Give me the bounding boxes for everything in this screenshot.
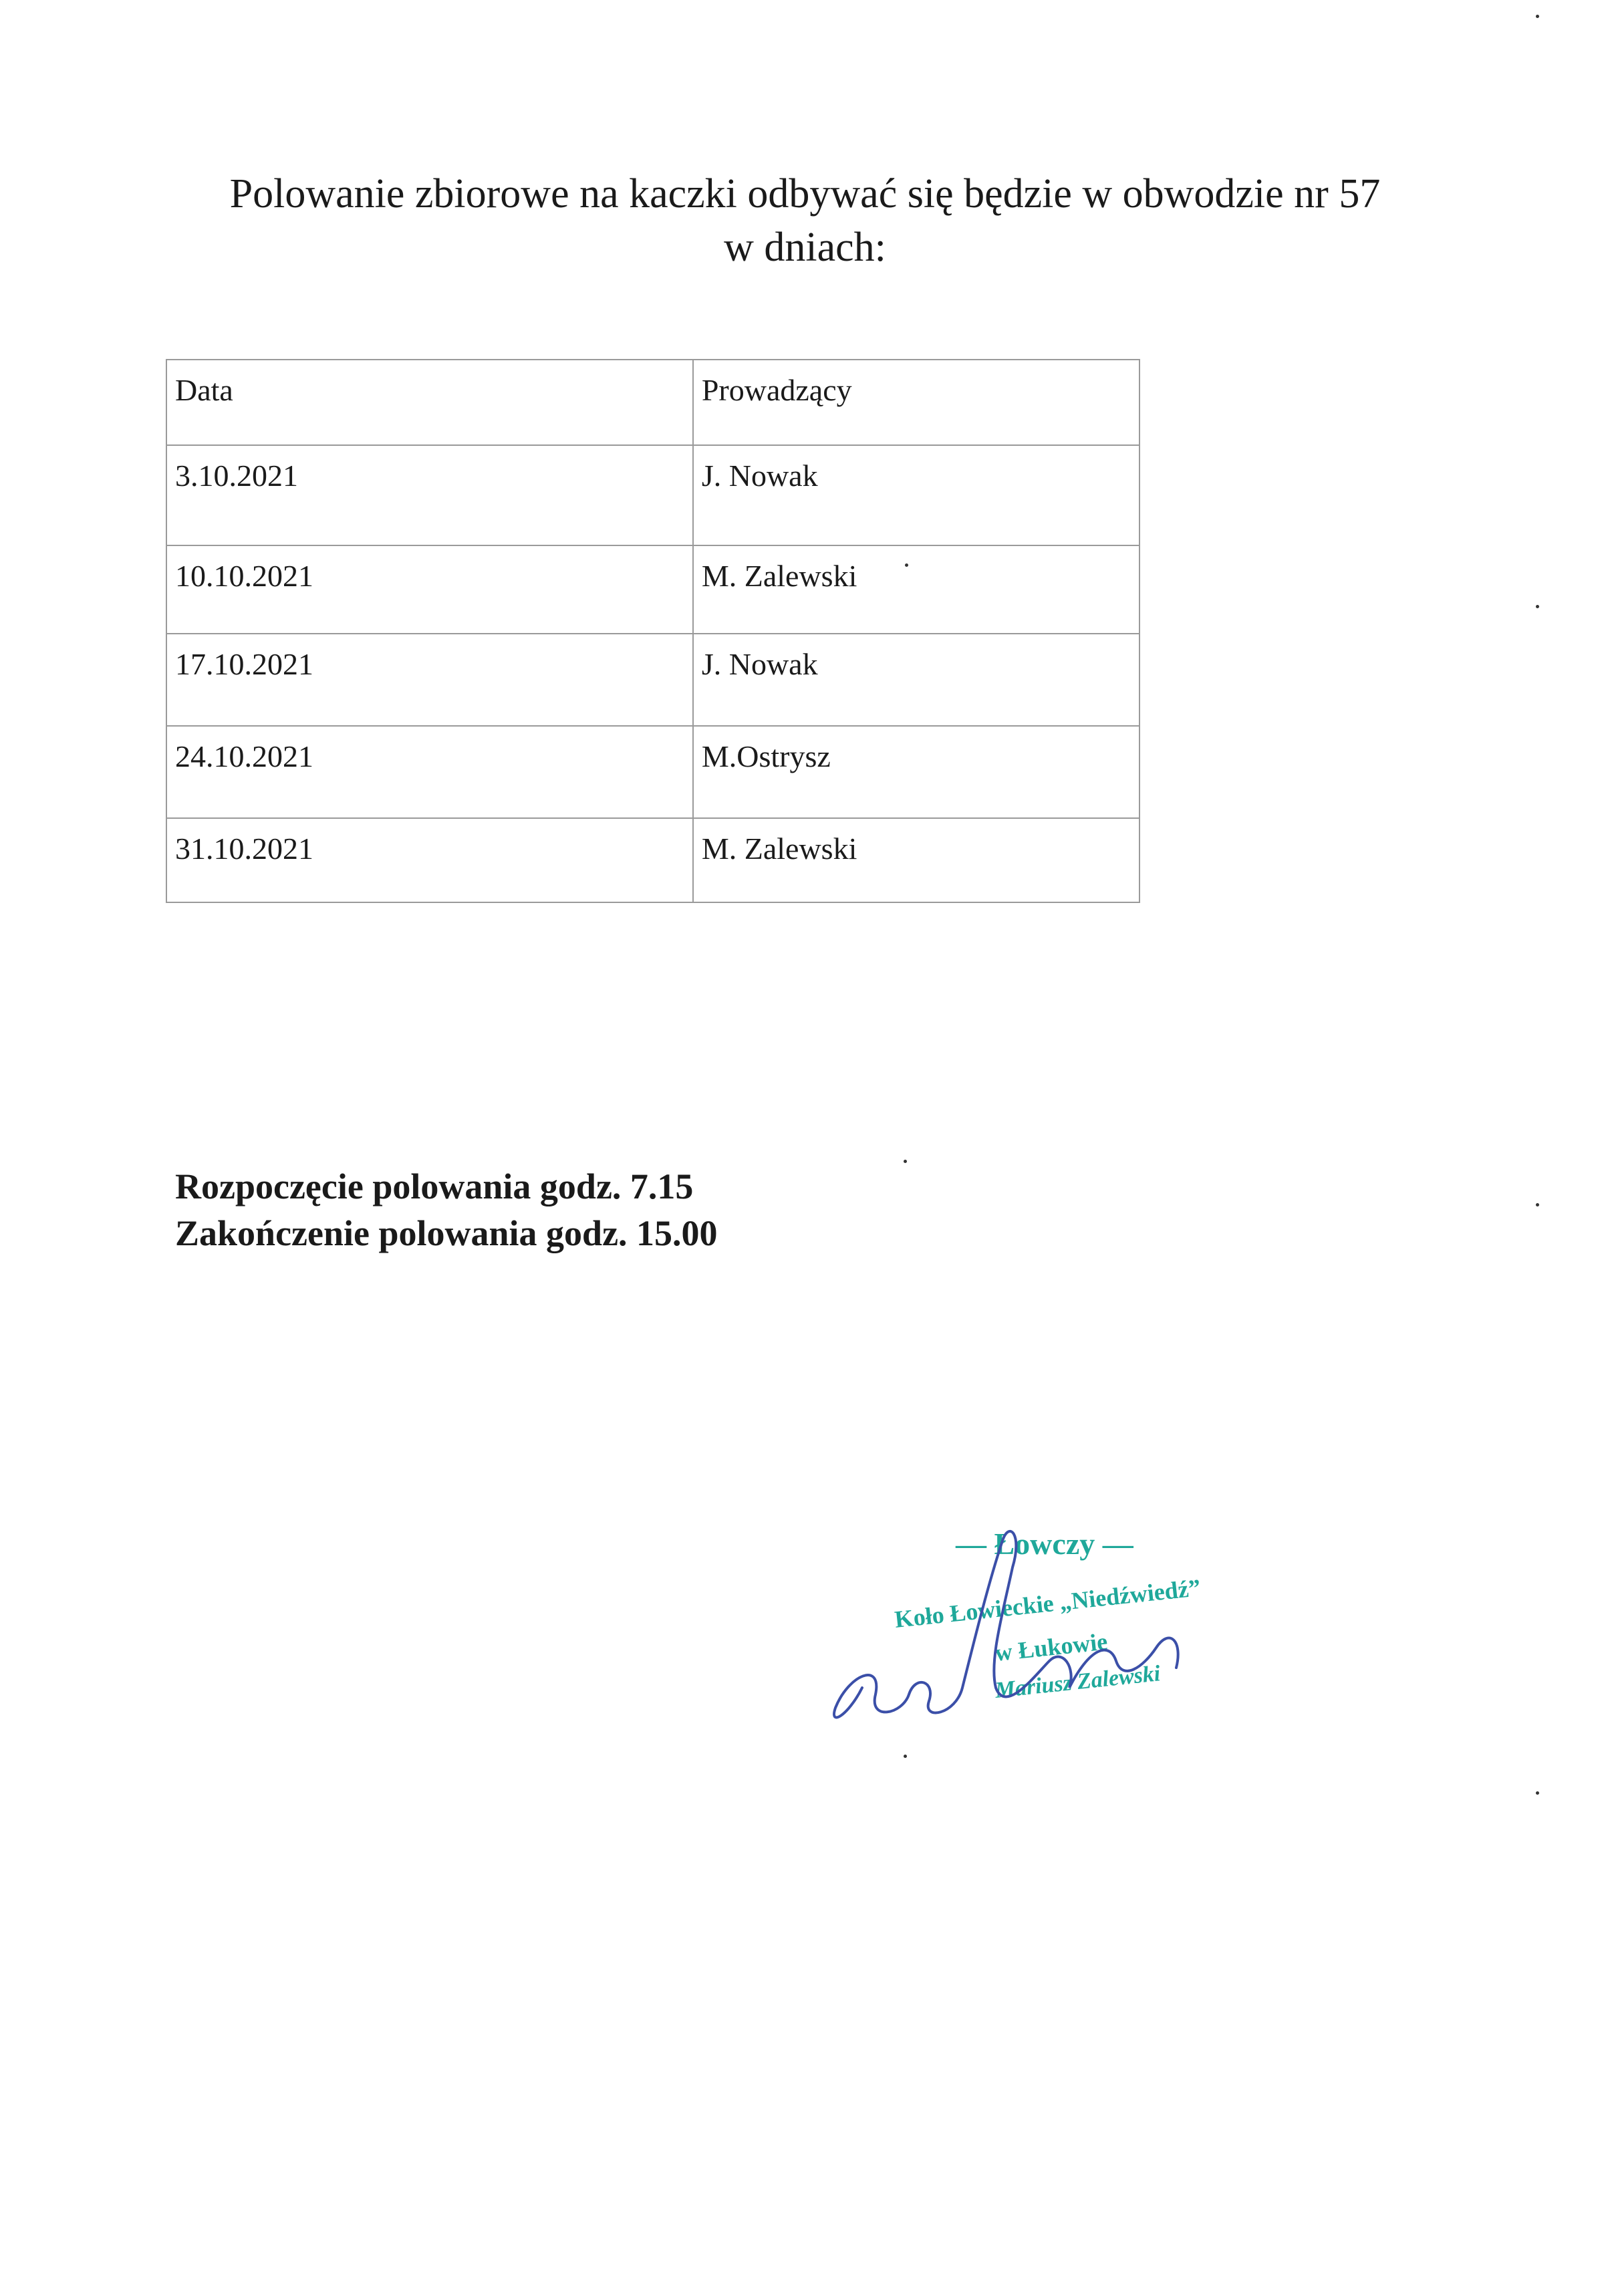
scan-speck xyxy=(1536,605,1539,608)
cell-leader: J. Nowak xyxy=(693,634,1139,726)
cell-leader: J. Nowak xyxy=(693,445,1139,545)
cell-date: 3.10.2021 xyxy=(166,445,693,545)
scan-speck xyxy=(1536,15,1539,18)
title-line-2: w dniach: xyxy=(724,225,886,270)
cell-date: 24.10.2021 xyxy=(166,726,693,818)
table-row xyxy=(166,445,1139,545)
table-row xyxy=(166,634,1139,726)
scan-speck xyxy=(1536,1791,1539,1795)
stamp-line-2: Koło Łowieckie „Niedźwiedź” xyxy=(893,1574,1202,1633)
stamp-line-3: w Łukowie xyxy=(993,1628,1109,1666)
scan-speck xyxy=(904,1160,907,1163)
table-row xyxy=(166,818,1139,902)
header-leader: Prowadzący xyxy=(693,360,1139,445)
document-title xyxy=(0,167,1610,274)
cell-date: 10.10.2021 xyxy=(166,545,693,634)
header-date: Data xyxy=(166,360,693,445)
cell-leader: M. Zalewski xyxy=(693,818,1139,902)
title-line-1: Polowanie zbiorowe na kaczki odbywać się będzie w obwodzie nr 57 xyxy=(229,171,1381,217)
start-time: Rozpoczęcie polowania godz. 7.15 xyxy=(175,1166,694,1206)
stamp-line-1: — Łowczy — xyxy=(956,1527,1133,1561)
table-header-row xyxy=(166,360,1139,445)
end-time: Zakończenie polowania godz. 15.00 xyxy=(175,1213,718,1253)
stamp-line-4: Mariusz Zalewski xyxy=(993,1661,1162,1703)
cell-date: 17.10.2021 xyxy=(166,634,693,726)
table-row xyxy=(166,545,1139,634)
cell-date: 31.10.2021 xyxy=(166,818,693,902)
hunt-hours xyxy=(175,1163,718,1257)
cell-leader: M.Ostrysz xyxy=(693,726,1139,818)
cell-leader: M. Zalewski xyxy=(693,545,1139,634)
table-row xyxy=(166,726,1139,818)
stamp-icon xyxy=(822,1514,1290,1741)
schedule-table xyxy=(166,359,1140,903)
scan-speck xyxy=(1536,1203,1539,1206)
scan-speck xyxy=(904,1755,907,1758)
official-stamp-with-signature xyxy=(822,1514,1290,1741)
scan-speck xyxy=(905,563,908,567)
